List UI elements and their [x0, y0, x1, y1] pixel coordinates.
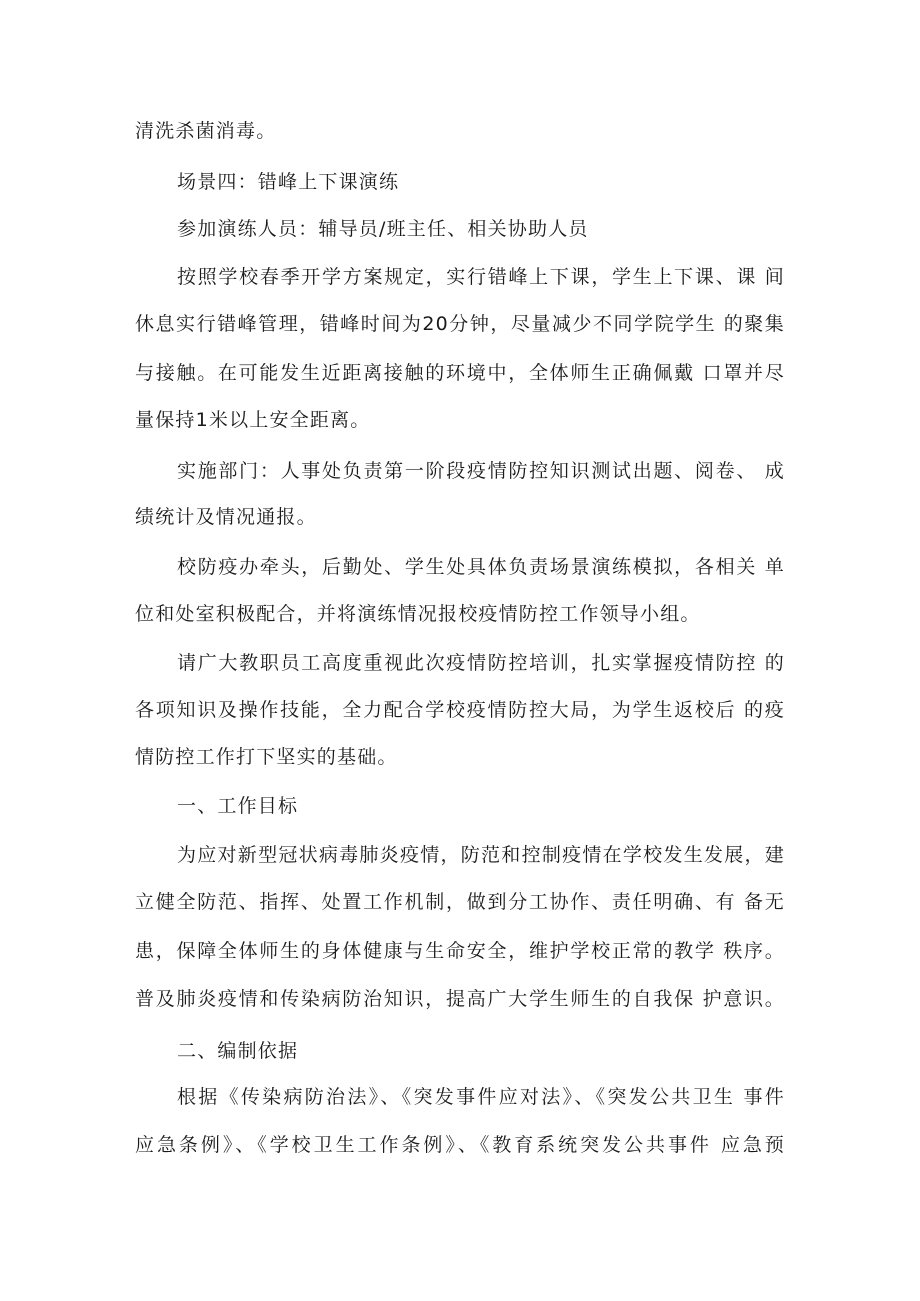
text-line: 立健全防范、指挥、处置工作机制，做到分工协作、责任明确、有 备无	[135, 891, 785, 913]
text-line: 参加演练人员：辅导员/班主任、相关协助人员	[177, 218, 589, 240]
text-line: 请广大教职员工高度重视此次疫情防控培训，扎实掌握疫情防控 的	[177, 652, 785, 674]
text-line: 绩统计及情况通报。	[135, 506, 317, 528]
text-line: 普及肺炎疫情和传染病防治知识，提高广大学生师生的自我保 护意识。	[135, 988, 785, 1010]
text-line: 清洗杀菌消毒。	[135, 120, 277, 142]
section-heading: 二、编制依据	[177, 1040, 299, 1062]
text-line: 为应对新型冠状病毒肺炎疫情，防范和控制疫情在学校发生发展，建	[177, 844, 785, 866]
text-line: 校防疫办牵头，后勤处、学生处具体负责场景演练模拟，各相关 单	[177, 556, 785, 578]
text-line: 各项知识及操作技能，全力配合学校疫情防控大局，为学生返校后 的疫	[135, 699, 785, 721]
text-line: 休息实行错峰管理，错峰时间为20分钟，尽量减少不同学院学生 的聚集	[135, 313, 785, 335]
section-heading: 一、工作目标	[177, 795, 299, 817]
text-line: 情防控工作打下坚实的基础。	[135, 746, 398, 768]
text-line: 实施部门：人事处负责第一阶段疫情防控知识测试出题、阅卷、 成	[177, 460, 785, 482]
text-line: 量保持1米以上安全距离。	[135, 409, 371, 431]
text-line: 按照学校春季开学方案规定，实行错峰上下课，学生上下课、课 间	[177, 266, 785, 288]
text-line: 根据《传染病防治法》、《突发事件应对法》、《突发公共卫生 事件	[177, 1086, 785, 1108]
text-line: 患，保障全体师生的身体健康与生命安全，维护学校正常的教学 秩序。	[135, 940, 785, 962]
text-line: 与接触。在可能发生近距离接触的环境中，全体师生正确佩戴 口罩并尽	[135, 362, 785, 384]
text-line: 位和处室积极配合，并将演练情况报校疫情防控工作领导小组。	[135, 603, 701, 625]
section-heading: 场景四：错峰上下课演练	[177, 171, 400, 193]
text-line: 应急条例》、《学校卫生工作条例》、《教育系统突发公共事件 应急预	[135, 1134, 785, 1156]
